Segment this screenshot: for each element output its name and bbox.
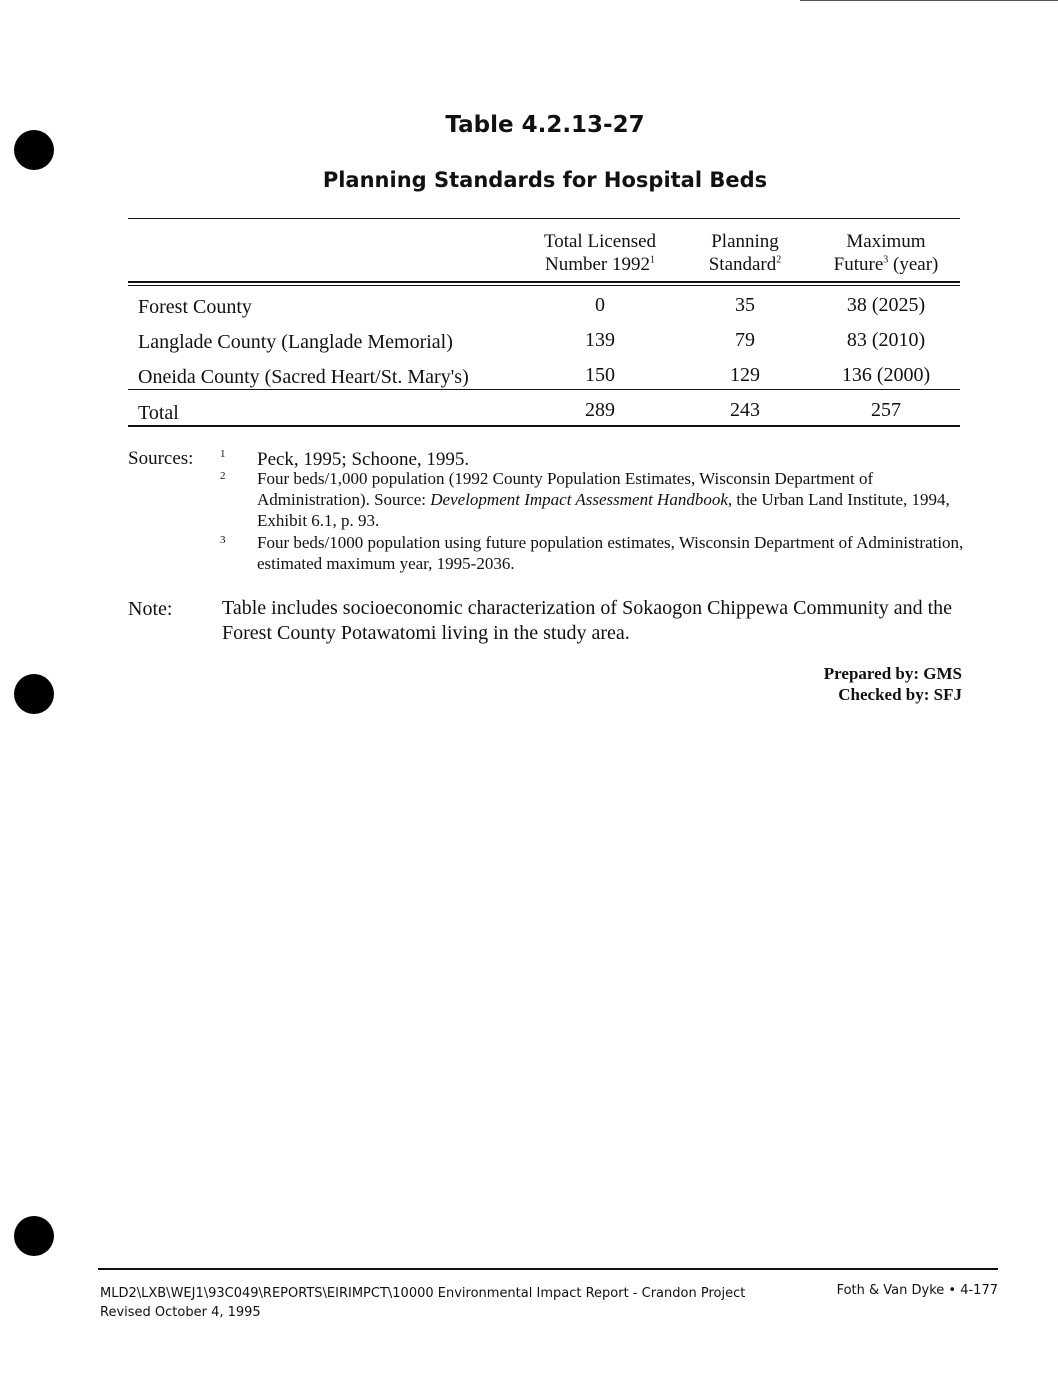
table-top-rule: [128, 218, 960, 219]
punch-hole: [14, 1216, 54, 1256]
planning-standard-cell: 129: [730, 364, 760, 386]
note-text: Table includes socioeconomic characterization of Sokaogon Chippewa Community and the Forest County Potawatomi living in the study area.: [222, 597, 953, 644]
total-licensed-cell: 150: [585, 364, 615, 386]
planning-standard-cell: 79: [735, 329, 755, 351]
footnote-1: Peck, 1995; Schoone, 1995.: [257, 449, 470, 470]
footnote-number: 3: [220, 534, 226, 546]
table-bottom-rule: [128, 425, 960, 427]
table-number: Table 4.2.13-27: [445, 112, 645, 138]
total-licensed-sum: 289: [585, 399, 615, 421]
maximum-future-cell: 83 (2010): [846, 329, 926, 351]
footer-rule: [98, 1268, 998, 1270]
footnote-number: 1: [220, 448, 226, 460]
table-title: Planning Standards for Hospital Beds: [322, 168, 768, 192]
footnote-number: 2: [220, 470, 226, 482]
note-label: Note:: [128, 598, 173, 620]
corner-scan-line: [800, 0, 1058, 1]
row-label: Langlade County (Langlade Memorial): [138, 331, 453, 353]
footnote-2: Four beds/1,000 population (1992 County Population Estimates, Wisconsin Department of Administration). Source: Development Impact Assessment Handbook, the Urban Land Institute, 1994, Exhibit 6.1, p. 93.: [257, 469, 950, 530]
footnote-3: Four beds/1000 population using future population estimates, Wisconsin Department of Administration, estimated maximum year, 1995-2036.: [257, 533, 964, 573]
footer-revised-date: Revised October 4, 1995: [100, 1305, 261, 1320]
header-rule: [128, 281, 960, 283]
maximum-future-cell: 38 (2025): [846, 294, 926, 316]
row-label: Oneida County (Sacred Heart/St. Mary's): [138, 366, 469, 388]
total-rule: [128, 389, 960, 390]
planning-standard-sum: 243: [730, 399, 760, 421]
header-total-licensed: Total Licensed Number 1992$^1$: [543, 231, 657, 275]
total-licensed-cell: 139: [585, 329, 615, 351]
row-label: Forest County: [138, 296, 252, 318]
prepared-by: Prepared by: GMS: [823, 664, 962, 683]
header-planning-standard: Planning Standard$^2$: [708, 231, 782, 275]
maximum-future-cell: 136 (2000): [841, 364, 931, 386]
total-licensed-cell: 0: [595, 294, 605, 316]
sources-label: Sources:: [128, 448, 194, 469]
total-label: Total: [138, 402, 179, 424]
footer-file-path: MLD2\LXB\WEJ1\93C049\REPORTS\EIRIMPCT\10000 Environmental Impact Report - Crandon Project: [100, 1286, 746, 1301]
header-rule: [128, 285, 960, 286]
header-maximum-future: Maximum Future$^3$ (year): [833, 231, 939, 275]
planning-standard-cell: 35: [735, 294, 755, 316]
footer-page-ref: Foth & Van Dyke • 4-177: [836, 1283, 998, 1298]
punch-hole: [14, 674, 54, 714]
checked-by: Checked by: SFJ: [838, 685, 962, 704]
maximum-future-sum: 257: [871, 399, 901, 421]
